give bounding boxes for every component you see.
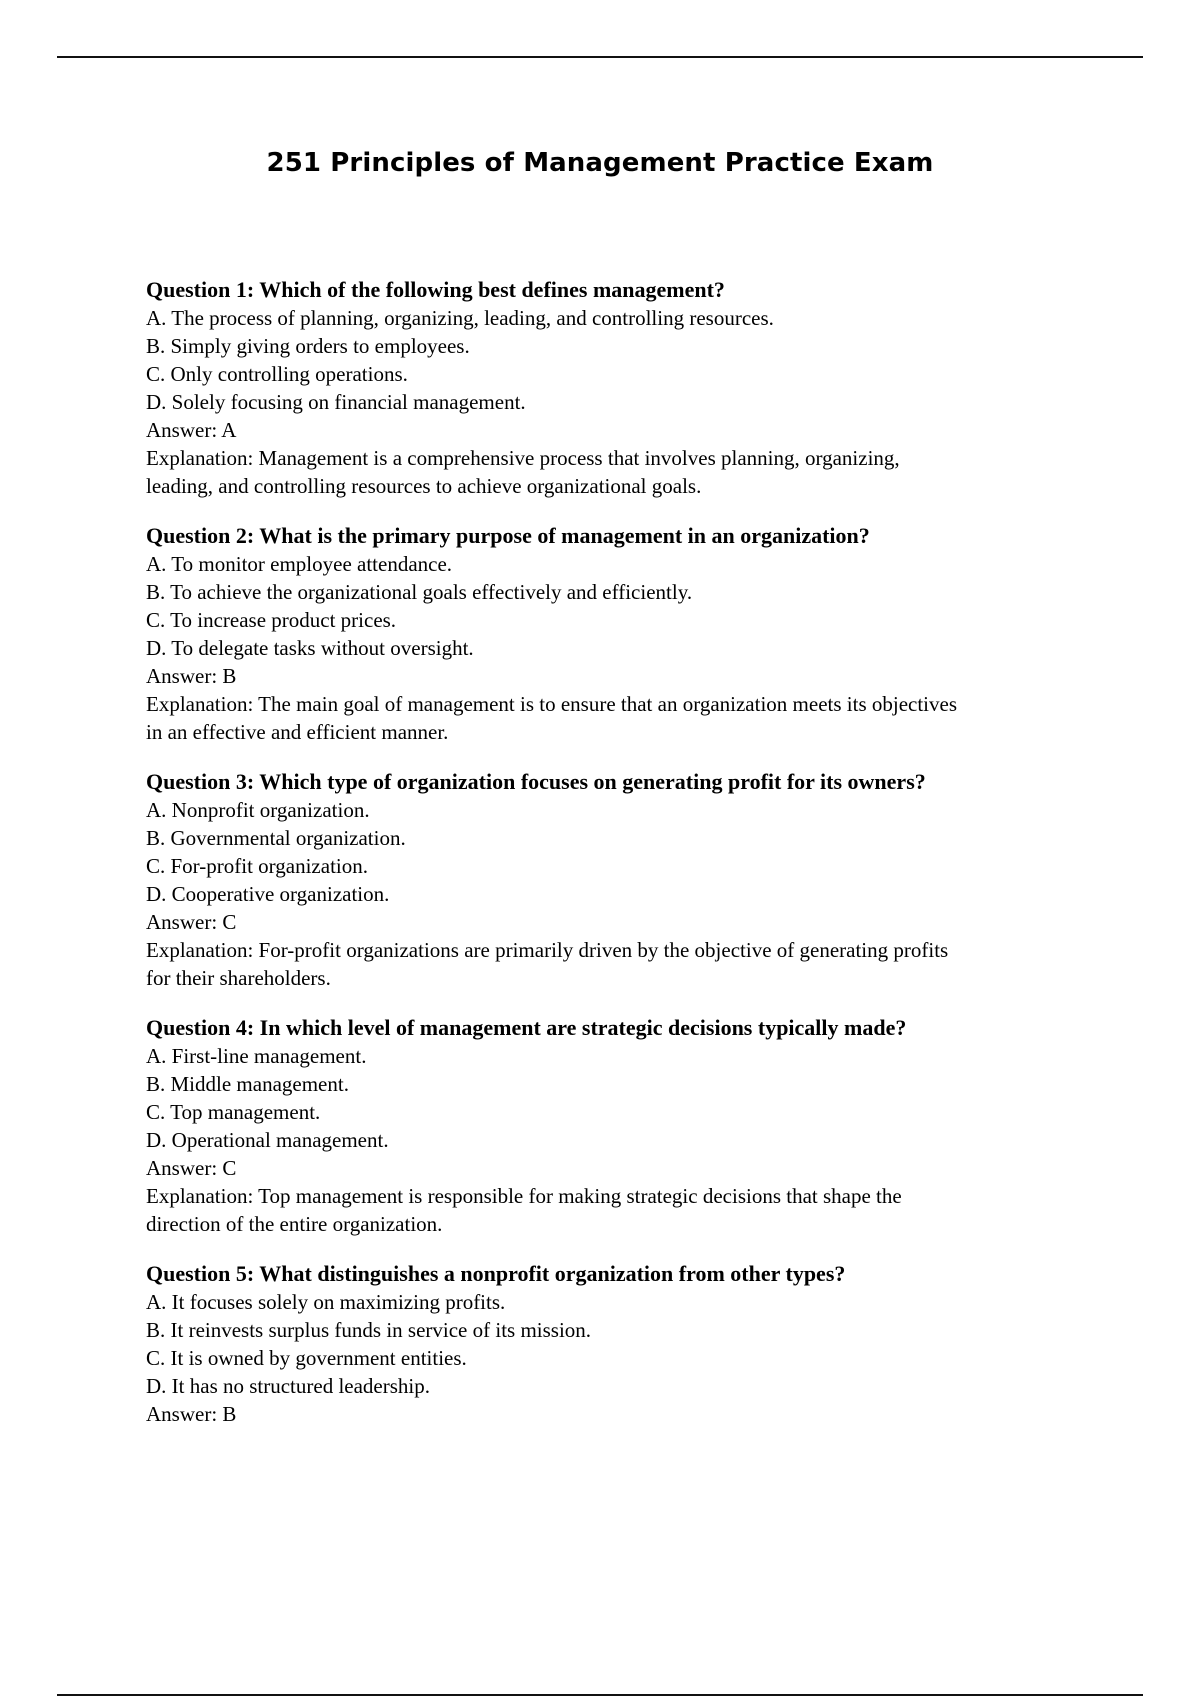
question-1 bbox=[146, 276, 1096, 500]
option-c: C. It is owned by government entities. bbox=[146, 1346, 467, 1370]
option-d: D. Cooperative organization. bbox=[146, 882, 390, 906]
question-heading: Question 3: Which type of organization focuses on generating profit for its owners? bbox=[146, 769, 926, 794]
question-heading: Question 2: What is the primary purpose of management in an organization? bbox=[146, 523, 870, 548]
answer: Answer: C bbox=[146, 910, 237, 934]
option-b: B. Simply giving orders to employees. bbox=[146, 334, 470, 358]
explanation-line: Explanation: Top management is responsible for making strategic decisions that shape the bbox=[146, 1184, 902, 1208]
question-list bbox=[146, 276, 1096, 1450]
question-4 bbox=[146, 1014, 1096, 1238]
option-d: D. Operational management. bbox=[146, 1128, 389, 1152]
explanation-line: direction of the entire organization. bbox=[146, 1212, 443, 1236]
explanation-line: for their shareholders. bbox=[146, 966, 331, 990]
explanation-line: in an effective and efficient manner. bbox=[146, 720, 449, 744]
answer: Answer: C bbox=[146, 1156, 237, 1180]
option-a: A. Nonprofit organization. bbox=[146, 798, 370, 822]
answer: Answer: B bbox=[146, 1402, 237, 1426]
option-c: C. Only controlling operations. bbox=[146, 362, 408, 386]
question-heading: Question 4: In which level of management are strategic decisions typically made? bbox=[146, 1015, 907, 1040]
option-c: C. For-profit organization. bbox=[146, 854, 368, 878]
question-heading: Question 5: What distinguishes a nonprofit organization from other types? bbox=[146, 1261, 846, 1286]
option-b: B. Middle management. bbox=[146, 1072, 349, 1096]
option-a: A. To monitor employee attendance. bbox=[146, 552, 453, 576]
answer: Answer: A bbox=[146, 418, 237, 442]
question-3 bbox=[146, 768, 1096, 992]
option-a: A. The process of planning, organizing, leading, and controlling resources. bbox=[146, 306, 774, 330]
bottom-rule bbox=[57, 1694, 1143, 1696]
option-d: D. To delegate tasks without oversight. bbox=[146, 636, 474, 660]
question-2 bbox=[146, 522, 1096, 746]
option-a: A. First-line management. bbox=[146, 1044, 367, 1068]
option-d: D. Solely focusing on financial management. bbox=[146, 390, 526, 414]
option-d: D. It has no structured leadership. bbox=[146, 1374, 431, 1398]
explanation-line: leading, and controlling resources to achieve organizational goals. bbox=[146, 474, 702, 498]
question-5 bbox=[146, 1260, 1096, 1428]
explanation-line: Explanation: For-profit organizations are primarily driven by the objective of generating profits bbox=[146, 938, 949, 962]
page-title: 251 Principles of Management Practice Exam bbox=[266, 148, 934, 178]
option-a: A. It focuses solely on maximizing profits. bbox=[146, 1290, 506, 1314]
option-c: C. Top management. bbox=[146, 1100, 321, 1124]
explanation-line: Explanation: The main goal of management is to ensure that an organization meets its objectives bbox=[146, 692, 958, 716]
answer: Answer: B bbox=[146, 664, 237, 688]
explanation-line: Explanation: Management is a comprehensive process that involves planning, organizing, bbox=[146, 446, 900, 470]
option-b: B. Governmental organization. bbox=[146, 826, 406, 850]
option-b: B. It reinvests surplus funds in service of its mission. bbox=[146, 1318, 592, 1342]
top-rule bbox=[57, 56, 1143, 58]
question-heading: Question 1: Which of the following best defines management? bbox=[146, 277, 725, 302]
option-c: C. To increase product prices. bbox=[146, 608, 397, 632]
option-b: B. To achieve the organizational goals effectively and efficiently. bbox=[146, 580, 693, 604]
